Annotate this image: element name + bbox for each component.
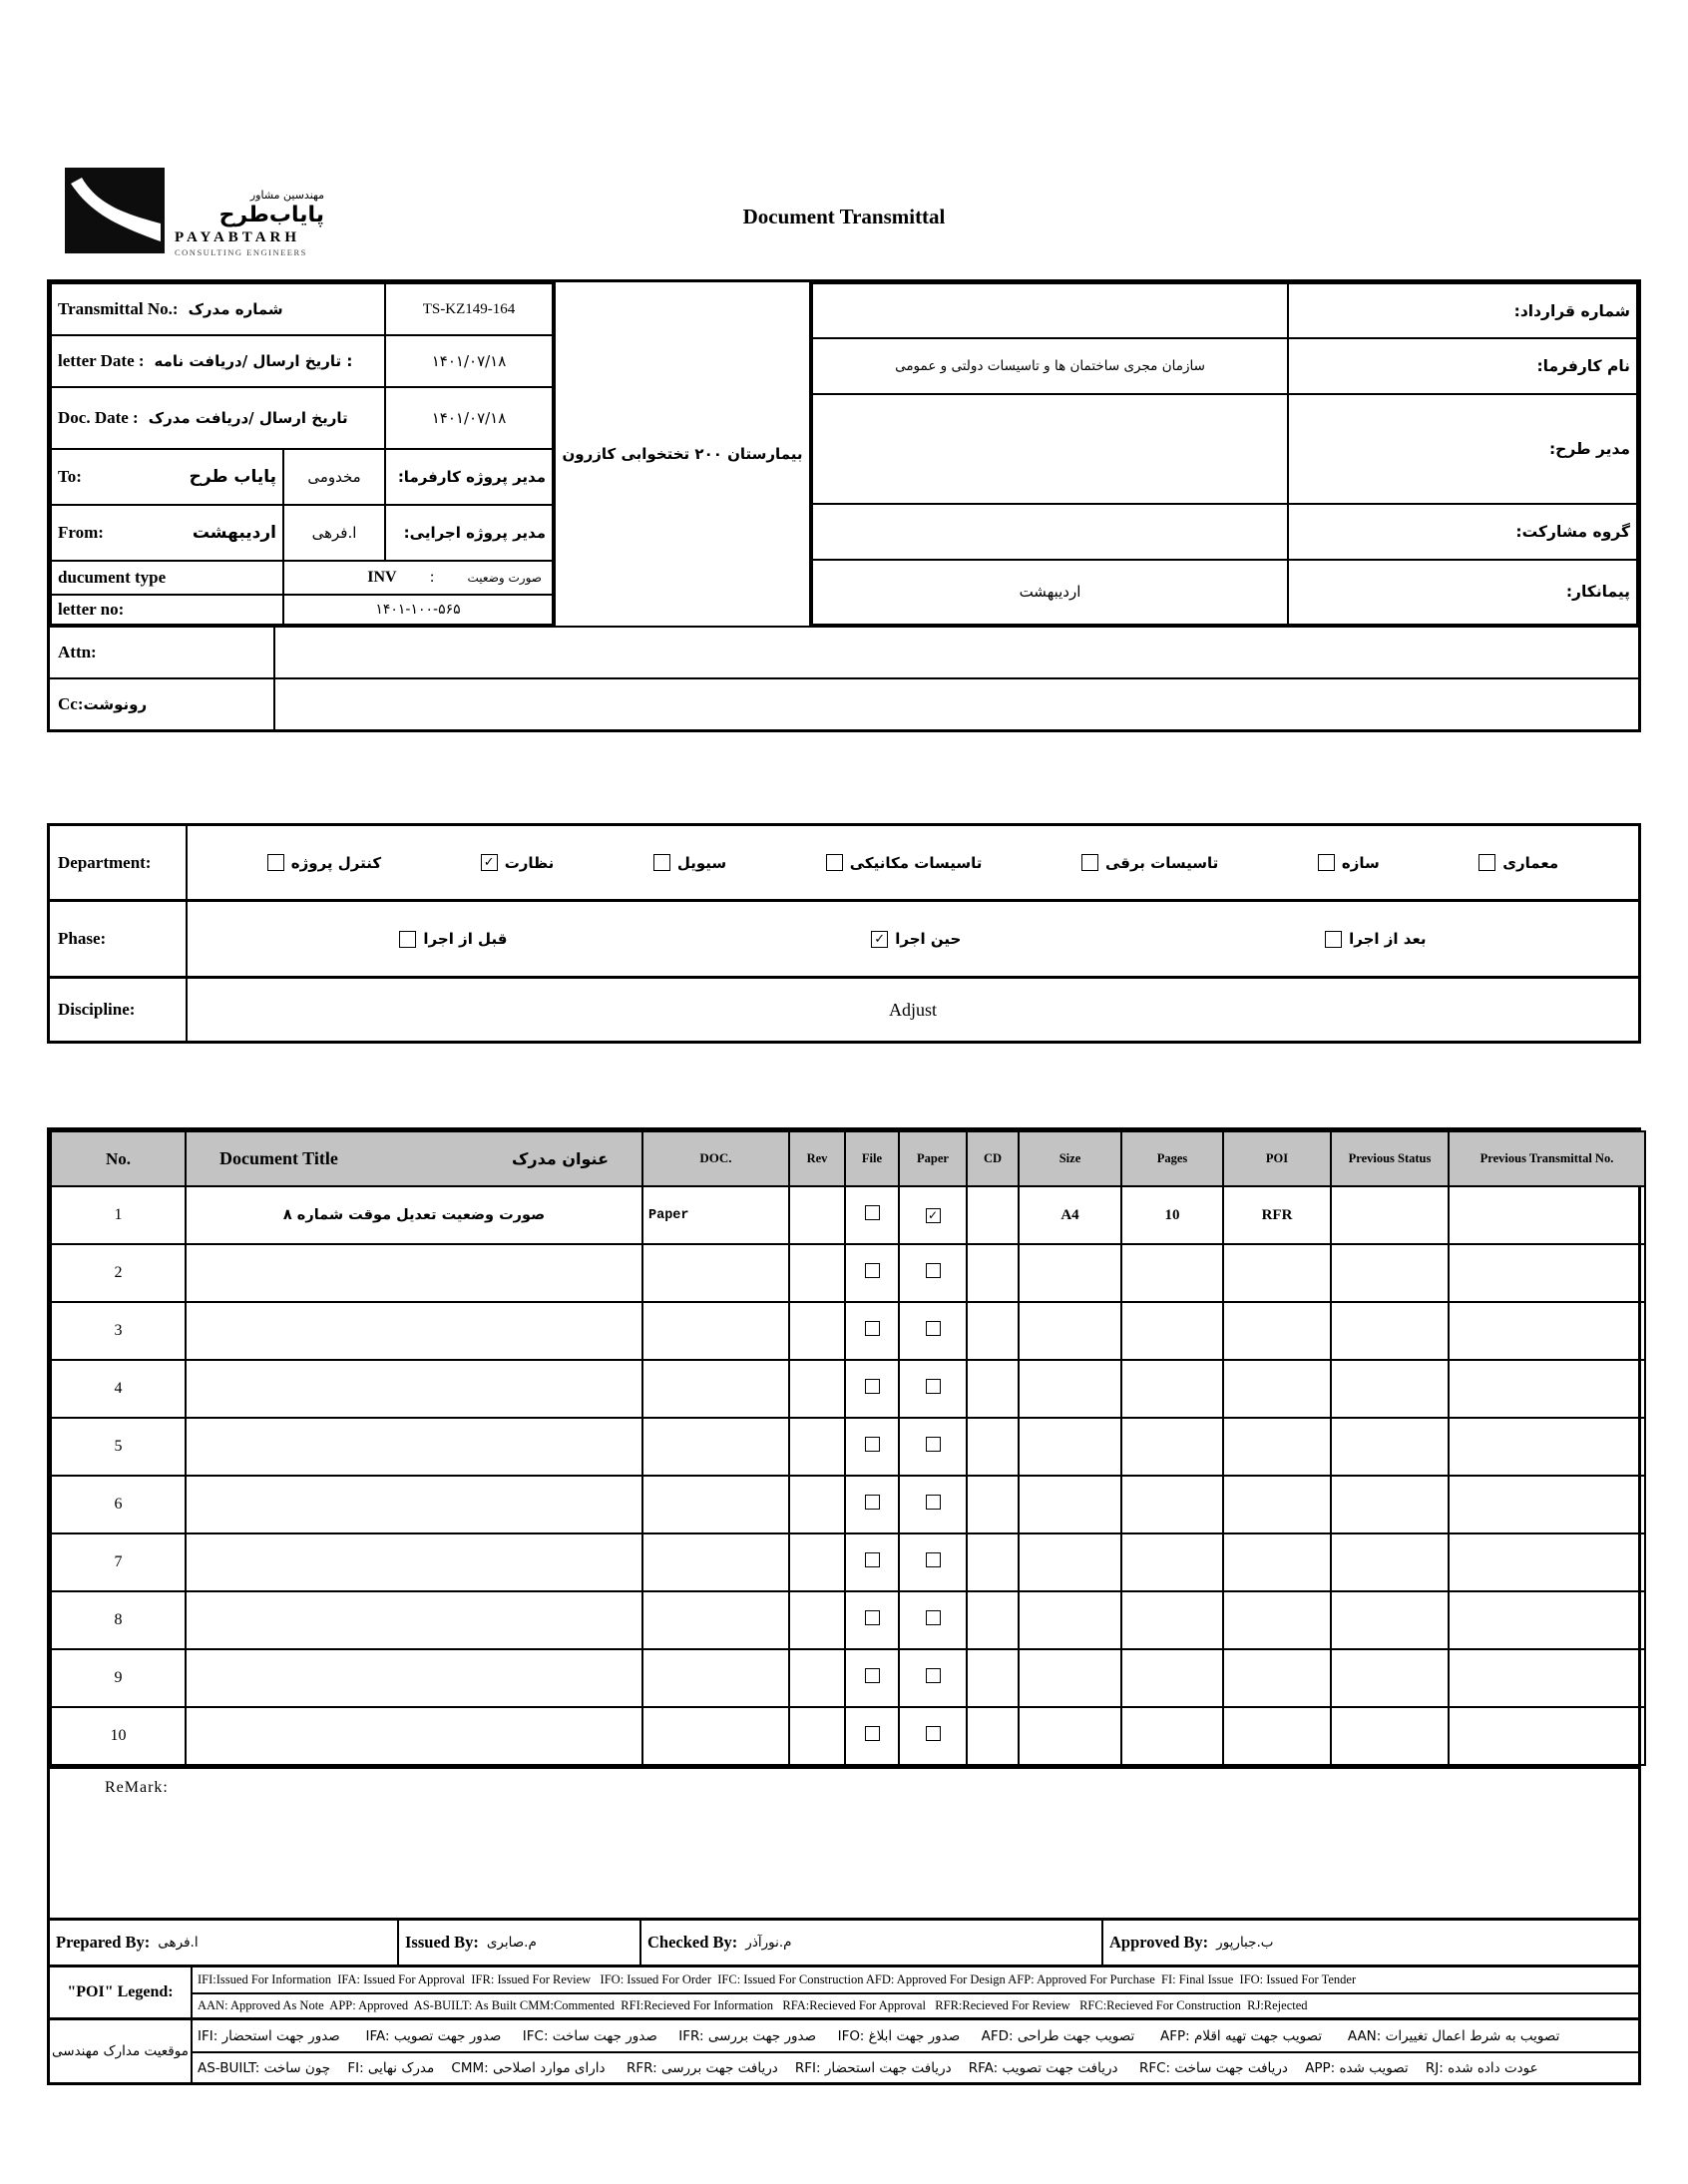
phase-option [1325, 930, 1426, 948]
client-pm-label: مدیر پروژه کارفرما: [385, 449, 553, 505]
department-checkbox-1[interactable]: ✓ [481, 854, 498, 871]
logo-fa-name: پایاب‌طرح [218, 202, 324, 227]
document-title-cell [186, 1418, 642, 1476]
discipline-row [50, 976, 1638, 1041]
rev-cell [789, 1186, 845, 1244]
document-title-cell [186, 1244, 642, 1302]
discipline-value: Adjust [888, 999, 937, 1020]
rev-cell [789, 1476, 845, 1533]
document-type-value-fa: صورت وضعیت [467, 571, 542, 585]
doc-cell [642, 1649, 789, 1707]
document-title-cell [186, 1302, 642, 1360]
plan-manager-value [812, 394, 1288, 505]
row-number-cell: 9 [51, 1649, 186, 1707]
table-row [51, 1186, 1645, 1244]
department-option [267, 854, 381, 872]
pages-cell: 10 [1121, 1186, 1223, 1244]
doc-cell [642, 1360, 789, 1418]
department-option-label: کنترل پروژه [290, 853, 382, 872]
poi-cell [1223, 1533, 1331, 1591]
row-number-cell: 1 [51, 1186, 186, 1244]
table-row [51, 1591, 1645, 1649]
phase-option-label: بعد از اجرا [1349, 930, 1427, 948]
size-cell [1019, 1476, 1121, 1533]
department-option-label: تاسیسات مکانیکی [849, 853, 983, 872]
phase-label: Phase: [50, 902, 188, 976]
file-checkbox[interactable] [865, 1668, 880, 1683]
logo-fa-tagline: مهندسین مشاور [249, 189, 324, 202]
header-previous-transmittal: Previous Transmittal No. [1449, 1131, 1645, 1186]
table-row [51, 1418, 1645, 1476]
poi-cell [1223, 1649, 1331, 1707]
pages-cell [1121, 1707, 1223, 1765]
previous-transmittal-cell [1449, 1533, 1645, 1591]
previous-transmittal-cell [1449, 1591, 1645, 1649]
file-cell [845, 1418, 899, 1476]
prepared-by-label: Prepared By: [56, 1933, 151, 1952]
rev-cell [789, 1418, 845, 1476]
previous-transmittal-cell [1449, 1186, 1645, 1244]
approved-by-name: ب.جبارپور [1216, 1935, 1274, 1951]
document-title-cell [186, 1533, 642, 1591]
cd-cell [967, 1533, 1019, 1591]
paper-checkbox[interactable] [926, 1610, 941, 1625]
header-title-en: Document Title [219, 1148, 338, 1169]
paper-checkbox[interactable] [926, 1552, 941, 1567]
fa-legend-section [50, 2017, 1638, 2082]
paper-checkbox[interactable] [926, 1495, 941, 1510]
pages-cell [1121, 1591, 1223, 1649]
file-checkbox[interactable] [865, 1263, 880, 1278]
file-checkbox[interactable] [865, 1321, 880, 1336]
poi-cell: RFR [1223, 1186, 1331, 1244]
file-checkbox[interactable] [865, 1610, 880, 1625]
poi-cell [1223, 1476, 1331, 1533]
file-cell [845, 1302, 899, 1360]
pages-cell [1121, 1418, 1223, 1476]
paper-cell [899, 1360, 967, 1418]
file-checkbox[interactable] [865, 1205, 880, 1220]
attn-value [275, 628, 1638, 677]
paper-cell [899, 1302, 967, 1360]
document-title-cell: صورت وضعیت تعدیل موقت شماره ۸ [186, 1186, 642, 1244]
previous-status-cell [1331, 1418, 1449, 1476]
size-cell [1019, 1649, 1121, 1707]
poi-cell [1223, 1418, 1331, 1476]
header-paper: Paper [899, 1131, 967, 1186]
document-rows [51, 1186, 1645, 1765]
department-option-label: نظارت [504, 853, 555, 872]
to-value: پایاب طرح [189, 467, 276, 487]
file-cell [845, 1186, 899, 1244]
pages-cell [1121, 1360, 1223, 1418]
to-label: To: [58, 467, 82, 486]
table-row [51, 1707, 1645, 1765]
logo-en-subtitle: CONSULTING ENGINEERS [175, 247, 307, 258]
poi-legend-line-1: IFI:Issued For Information IFA: Issued For Approval IFR: Issued For Review IFO: Issued For Order IFC: Issued For Construction AFD: Approved For Design AFP: Approved For Purchase FI: Final Issue IFO: Issued For Tender [198, 1972, 1357, 1986]
department-option [653, 854, 726, 872]
file-checkbox[interactable] [865, 1726, 880, 1741]
rev-cell [789, 1302, 845, 1360]
issued-by-cell [399, 1921, 641, 1965]
previous-transmittal-cell [1449, 1418, 1645, 1476]
logo-en-name: PAYABTARH [175, 228, 301, 245]
cd-cell [967, 1591, 1019, 1649]
department-option-label: تاسیسات برقی [1104, 853, 1219, 872]
previous-status-cell [1331, 1360, 1449, 1418]
size-cell [1019, 1360, 1121, 1418]
paper-cell [899, 1533, 967, 1591]
row-number-cell: 7 [51, 1533, 186, 1591]
file-cell [845, 1476, 899, 1533]
table-row [51, 1244, 1645, 1302]
header-poi: POI [1223, 1131, 1331, 1186]
executive-pm-label: مدیر پروژه اجرایی: [385, 505, 553, 561]
department-checkbox-5[interactable] [1318, 854, 1335, 871]
row-number-cell: 5 [51, 1418, 186, 1476]
paper-cell [899, 1418, 967, 1476]
fa-legend-line-2: AS-BUILT: چون ساخت FI: مدرک نهایی CMM: دارای موارد اصلاحی RFR: دریافت جهت بررسی RFI: دریافت جهت استحضار RFA: دریافت جهت تصویب RFC: دریافت جهت ساخت APP: تصویب شده RJ: عودت داده شده [193, 2051, 1638, 2082]
rev-cell [789, 1244, 845, 1302]
department-options [188, 826, 1638, 899]
cd-cell [967, 1186, 1019, 1244]
pages-cell [1121, 1302, 1223, 1360]
file-cell [845, 1244, 899, 1302]
phase-checkbox-0[interactable] [399, 931, 416, 948]
table-row [51, 1302, 1645, 1360]
department-option-label: معماری [1502, 853, 1559, 872]
document-type-value-en: INV [367, 569, 397, 586]
paper-cell [899, 1649, 967, 1707]
doc-cell [642, 1707, 789, 1765]
table-row [51, 1533, 1645, 1591]
row-number-cell: 8 [51, 1591, 186, 1649]
document-type-colon: : [429, 569, 435, 586]
paper-cell [899, 1186, 967, 1244]
paper-checkbox[interactable] [926, 1668, 941, 1683]
header-pages: Pages [1121, 1131, 1223, 1186]
table-row [51, 1360, 1645, 1418]
department-option [826, 854, 983, 872]
document-list-block [47, 1127, 1641, 2085]
file-cell [845, 1707, 899, 1765]
pages-cell [1121, 1533, 1223, 1591]
client-name-value: سازمان مجری ساختمان ها و تاسیسات دولتی و عمومی [812, 338, 1288, 393]
row-number-cell: 3 [51, 1302, 186, 1360]
department-checkbox-6[interactable] [1478, 854, 1495, 871]
document-list-table [50, 1130, 1646, 1766]
doc-cell [642, 1244, 789, 1302]
classification-table [47, 823, 1641, 1044]
pages-cell [1121, 1476, 1223, 1533]
file-checkbox[interactable] [865, 1437, 880, 1452]
header-cd: CD [967, 1131, 1019, 1186]
paper-checkbox[interactable] [926, 1437, 941, 1452]
previous-transmittal-cell [1449, 1476, 1645, 1533]
phase-checkbox-1[interactable]: ✓ [871, 931, 888, 948]
poi-cell [1223, 1244, 1331, 1302]
doc-date-label-fa: تاریخ ارسال /دریافت مدرک [148, 409, 348, 427]
department-option [1318, 854, 1380, 872]
page-title: Document Transmittal [742, 205, 946, 228]
doc-date-value: ۱۴۰۱/۰۷/۱۸ [385, 387, 553, 449]
transmittal-info-table [47, 279, 1641, 732]
document-title-cell [186, 1707, 642, 1765]
department-label: Department: [50, 826, 188, 899]
checked-by-cell [641, 1921, 1103, 1965]
checked-by-label: Checked By: [647, 1933, 738, 1952]
previous-status-cell [1331, 1302, 1449, 1360]
document-title-cell [186, 1476, 642, 1533]
paper-checkbox[interactable] [926, 1321, 941, 1336]
issued-by-label: Issued By: [405, 1933, 479, 1952]
phase-row [50, 899, 1638, 976]
size-cell [1019, 1533, 1121, 1591]
previous-transmittal-cell [1449, 1707, 1645, 1765]
document-title-cell [186, 1649, 642, 1707]
cd-cell [967, 1707, 1019, 1765]
paper-cell [899, 1707, 967, 1765]
contract-no-value [812, 283, 1288, 338]
letter-no-value: ۱۴۰۱-۱۰۰-۵۶۵ [283, 595, 553, 625]
phase-option [871, 930, 961, 948]
to-person: مخدومی [283, 449, 385, 505]
file-cell [845, 1649, 899, 1707]
poi-cell [1223, 1707, 1331, 1765]
fa-legend-line-1: IFI: صدور جهت استحضار IFA: صدور جهت تصویب IFC: صدور جهت ساخت IFR: صدور جهت بررسی IFO: صدور جهت ابلاغ AFD: تصویب جهت طراحی AFP: تصویب جهت تهیه اقلام AAN: تصویب به شرط اعمال تغییرات [198, 2027, 1560, 2044]
table-row [51, 1476, 1645, 1533]
remark-label: ReMark: [105, 1779, 169, 1796]
previous-status-cell [1331, 1244, 1449, 1302]
header-previous-status: Previous Status [1331, 1131, 1449, 1186]
letter-date-value: ۱۴۰۱/۰۷/۱۸ [385, 335, 553, 387]
partnership-group-label: گروه مشارکت: [1288, 504, 1637, 559]
document-type-label: ducument type [58, 568, 167, 587]
header-rev: Rev [789, 1131, 845, 1186]
document-title-cell [186, 1591, 642, 1649]
paper-checkbox[interactable] [926, 1726, 941, 1741]
phase-option [399, 930, 507, 948]
previous-status-cell [1331, 1707, 1449, 1765]
transmittal-no-label-fa: شماره مدرک [188, 300, 283, 318]
letter-date-label-fa: تاریخ ارسال /دریافت نامه : [154, 352, 353, 370]
header-no: No. [51, 1131, 186, 1186]
approved-by-cell [1103, 1921, 1638, 1965]
contractor-value: اردیبهشت [812, 560, 1288, 625]
from-label: From: [58, 523, 104, 542]
table-row [51, 1649, 1645, 1707]
department-option-label: سازه [1341, 853, 1380, 872]
document-title-cell [186, 1360, 642, 1418]
row-number-cell: 6 [51, 1476, 186, 1533]
row-number-cell: 10 [51, 1707, 186, 1765]
doc-cell [642, 1591, 789, 1649]
doc-cell: Paper [642, 1186, 789, 1244]
cc-label-fa: رونوشت [83, 695, 148, 713]
row-number-cell: 2 [51, 1244, 186, 1302]
doc-cell [642, 1533, 789, 1591]
prepared-by-cell [50, 1921, 399, 1965]
doc-cell [642, 1418, 789, 1476]
previous-transmittal-cell [1449, 1244, 1645, 1302]
cd-cell [967, 1649, 1019, 1707]
file-cell [845, 1591, 899, 1649]
poi-legend-line-2: AAN: Approved As Note APP: Approved AS-BUILT: As Built CMM:Commented RFI:Recieved For Information RFA:Recieved For Approval RFR:Recieved For Review RFC:Recieved For Construction RJ:Rejected [193, 1992, 1638, 2017]
size-cell: A4 [1019, 1186, 1121, 1244]
phase-option-label: حین اجرا [895, 930, 962, 948]
department-checkbox-2[interactable] [653, 854, 670, 871]
letter-date-label-en: letter Date : [58, 351, 145, 370]
rev-cell [789, 1707, 845, 1765]
doc-cell [642, 1302, 789, 1360]
phase-options [188, 902, 1638, 976]
letter-no-label: letter no: [58, 600, 125, 619]
cc-label-en: Cc: [58, 694, 84, 713]
signatures-row [50, 1918, 1638, 1965]
previous-status-cell [1331, 1649, 1449, 1707]
transmittal-no-label-en: Transmittal No.: [58, 299, 179, 318]
poi-legend-section [50, 1965, 1638, 2017]
file-checkbox[interactable] [865, 1552, 880, 1567]
paper-cell [899, 1244, 967, 1302]
project-name: بیمارستان ۲۰۰ تختخوابی کازرون [554, 282, 811, 626]
attn-label: Attn: [50, 628, 275, 677]
approved-by-label: Approved By: [1109, 1933, 1209, 1952]
fa-legend-label: موقعیت مدارک مهندسی [50, 2020, 193, 2082]
department-checkbox-4[interactable] [1081, 854, 1098, 871]
previous-status-cell [1331, 1186, 1449, 1244]
transmittal-left-panel [50, 282, 554, 626]
paper-cell [899, 1591, 967, 1649]
paper-cell [899, 1476, 967, 1533]
poi-legend-label: "POI" Legend: [50, 1967, 193, 2017]
previous-transmittal-cell [1449, 1649, 1645, 1707]
file-cell [845, 1533, 899, 1591]
paper-checkbox[interactable]: ✓ [926, 1208, 941, 1223]
phase-checkbox-2[interactable] [1325, 931, 1342, 948]
pages-cell [1121, 1244, 1223, 1302]
size-cell [1019, 1707, 1121, 1765]
row-number-cell: 4 [51, 1360, 186, 1418]
cd-cell [967, 1360, 1019, 1418]
attn-row [50, 626, 1638, 677]
poi-cell [1223, 1302, 1331, 1360]
rev-cell [789, 1649, 845, 1707]
partnership-group-value [812, 504, 1288, 559]
document-table-header-row [51, 1131, 1645, 1186]
rev-cell [789, 1360, 845, 1418]
cd-cell [967, 1476, 1019, 1533]
previous-transmittal-cell [1449, 1302, 1645, 1360]
pages-cell [1121, 1649, 1223, 1707]
plan-manager-label: مدیر طرح: [1288, 394, 1637, 505]
rev-cell [789, 1533, 845, 1591]
remark-area [50, 1766, 1638, 1918]
header-file: File [845, 1131, 899, 1186]
client-name-label: نام کارفرما: [1288, 338, 1637, 393]
phase-option-label: قبل از اجرا [423, 930, 508, 948]
previous-status-cell [1331, 1591, 1449, 1649]
file-checkbox[interactable] [865, 1379, 880, 1394]
from-value: اردیبهشت [192, 523, 276, 543]
contractor-label: پیمانکار: [1288, 560, 1637, 625]
transmittal-right-panel [811, 282, 1638, 626]
department-checkbox-0[interactable] [267, 854, 284, 871]
paper-checkbox[interactable] [926, 1263, 941, 1278]
cc-value [275, 679, 1638, 729]
size-cell [1019, 1418, 1121, 1476]
cd-cell [967, 1244, 1019, 1302]
department-option-label: سیویل [676, 853, 727, 872]
file-checkbox[interactable] [865, 1495, 880, 1510]
poi-cell [1223, 1360, 1331, 1418]
transmittal-no-value: TS-KZ149-164 [385, 283, 553, 335]
cc-row [50, 677, 1638, 729]
paper-checkbox[interactable] [926, 1379, 941, 1394]
header-doc: DOC. [642, 1131, 789, 1186]
department-checkbox-3[interactable] [826, 854, 843, 871]
department-option [481, 854, 555, 872]
doc-date-label-en: Doc. Date : [58, 408, 139, 427]
file-cell [845, 1360, 899, 1418]
size-cell [1019, 1244, 1121, 1302]
rev-cell [789, 1591, 845, 1649]
doc-cell [642, 1476, 789, 1533]
department-row [50, 826, 1638, 899]
header-size: Size [1019, 1131, 1121, 1186]
poi-cell [1223, 1591, 1331, 1649]
previous-transmittal-cell [1449, 1360, 1645, 1418]
department-option [1478, 854, 1558, 872]
previous-status-cell [1331, 1476, 1449, 1533]
issued-by-name: م.صابری [486, 1935, 537, 1951]
department-option [1081, 854, 1218, 872]
previous-status-cell [1331, 1533, 1449, 1591]
discipline-label: Discipline: [50, 979, 188, 1041]
size-cell [1019, 1591, 1121, 1649]
header-title-fa: عنوان مدرک [512, 1148, 609, 1168]
contract-no-label: شماره قرارداد: [1288, 283, 1637, 338]
size-cell [1019, 1302, 1121, 1360]
checked-by-name: م.نورآذر [745, 1935, 792, 1951]
prepared-by-name: ا.فرهی [158, 1935, 199, 1951]
cd-cell [967, 1418, 1019, 1476]
from-person: ا.فرهی [283, 505, 385, 561]
cd-cell [967, 1302, 1019, 1360]
